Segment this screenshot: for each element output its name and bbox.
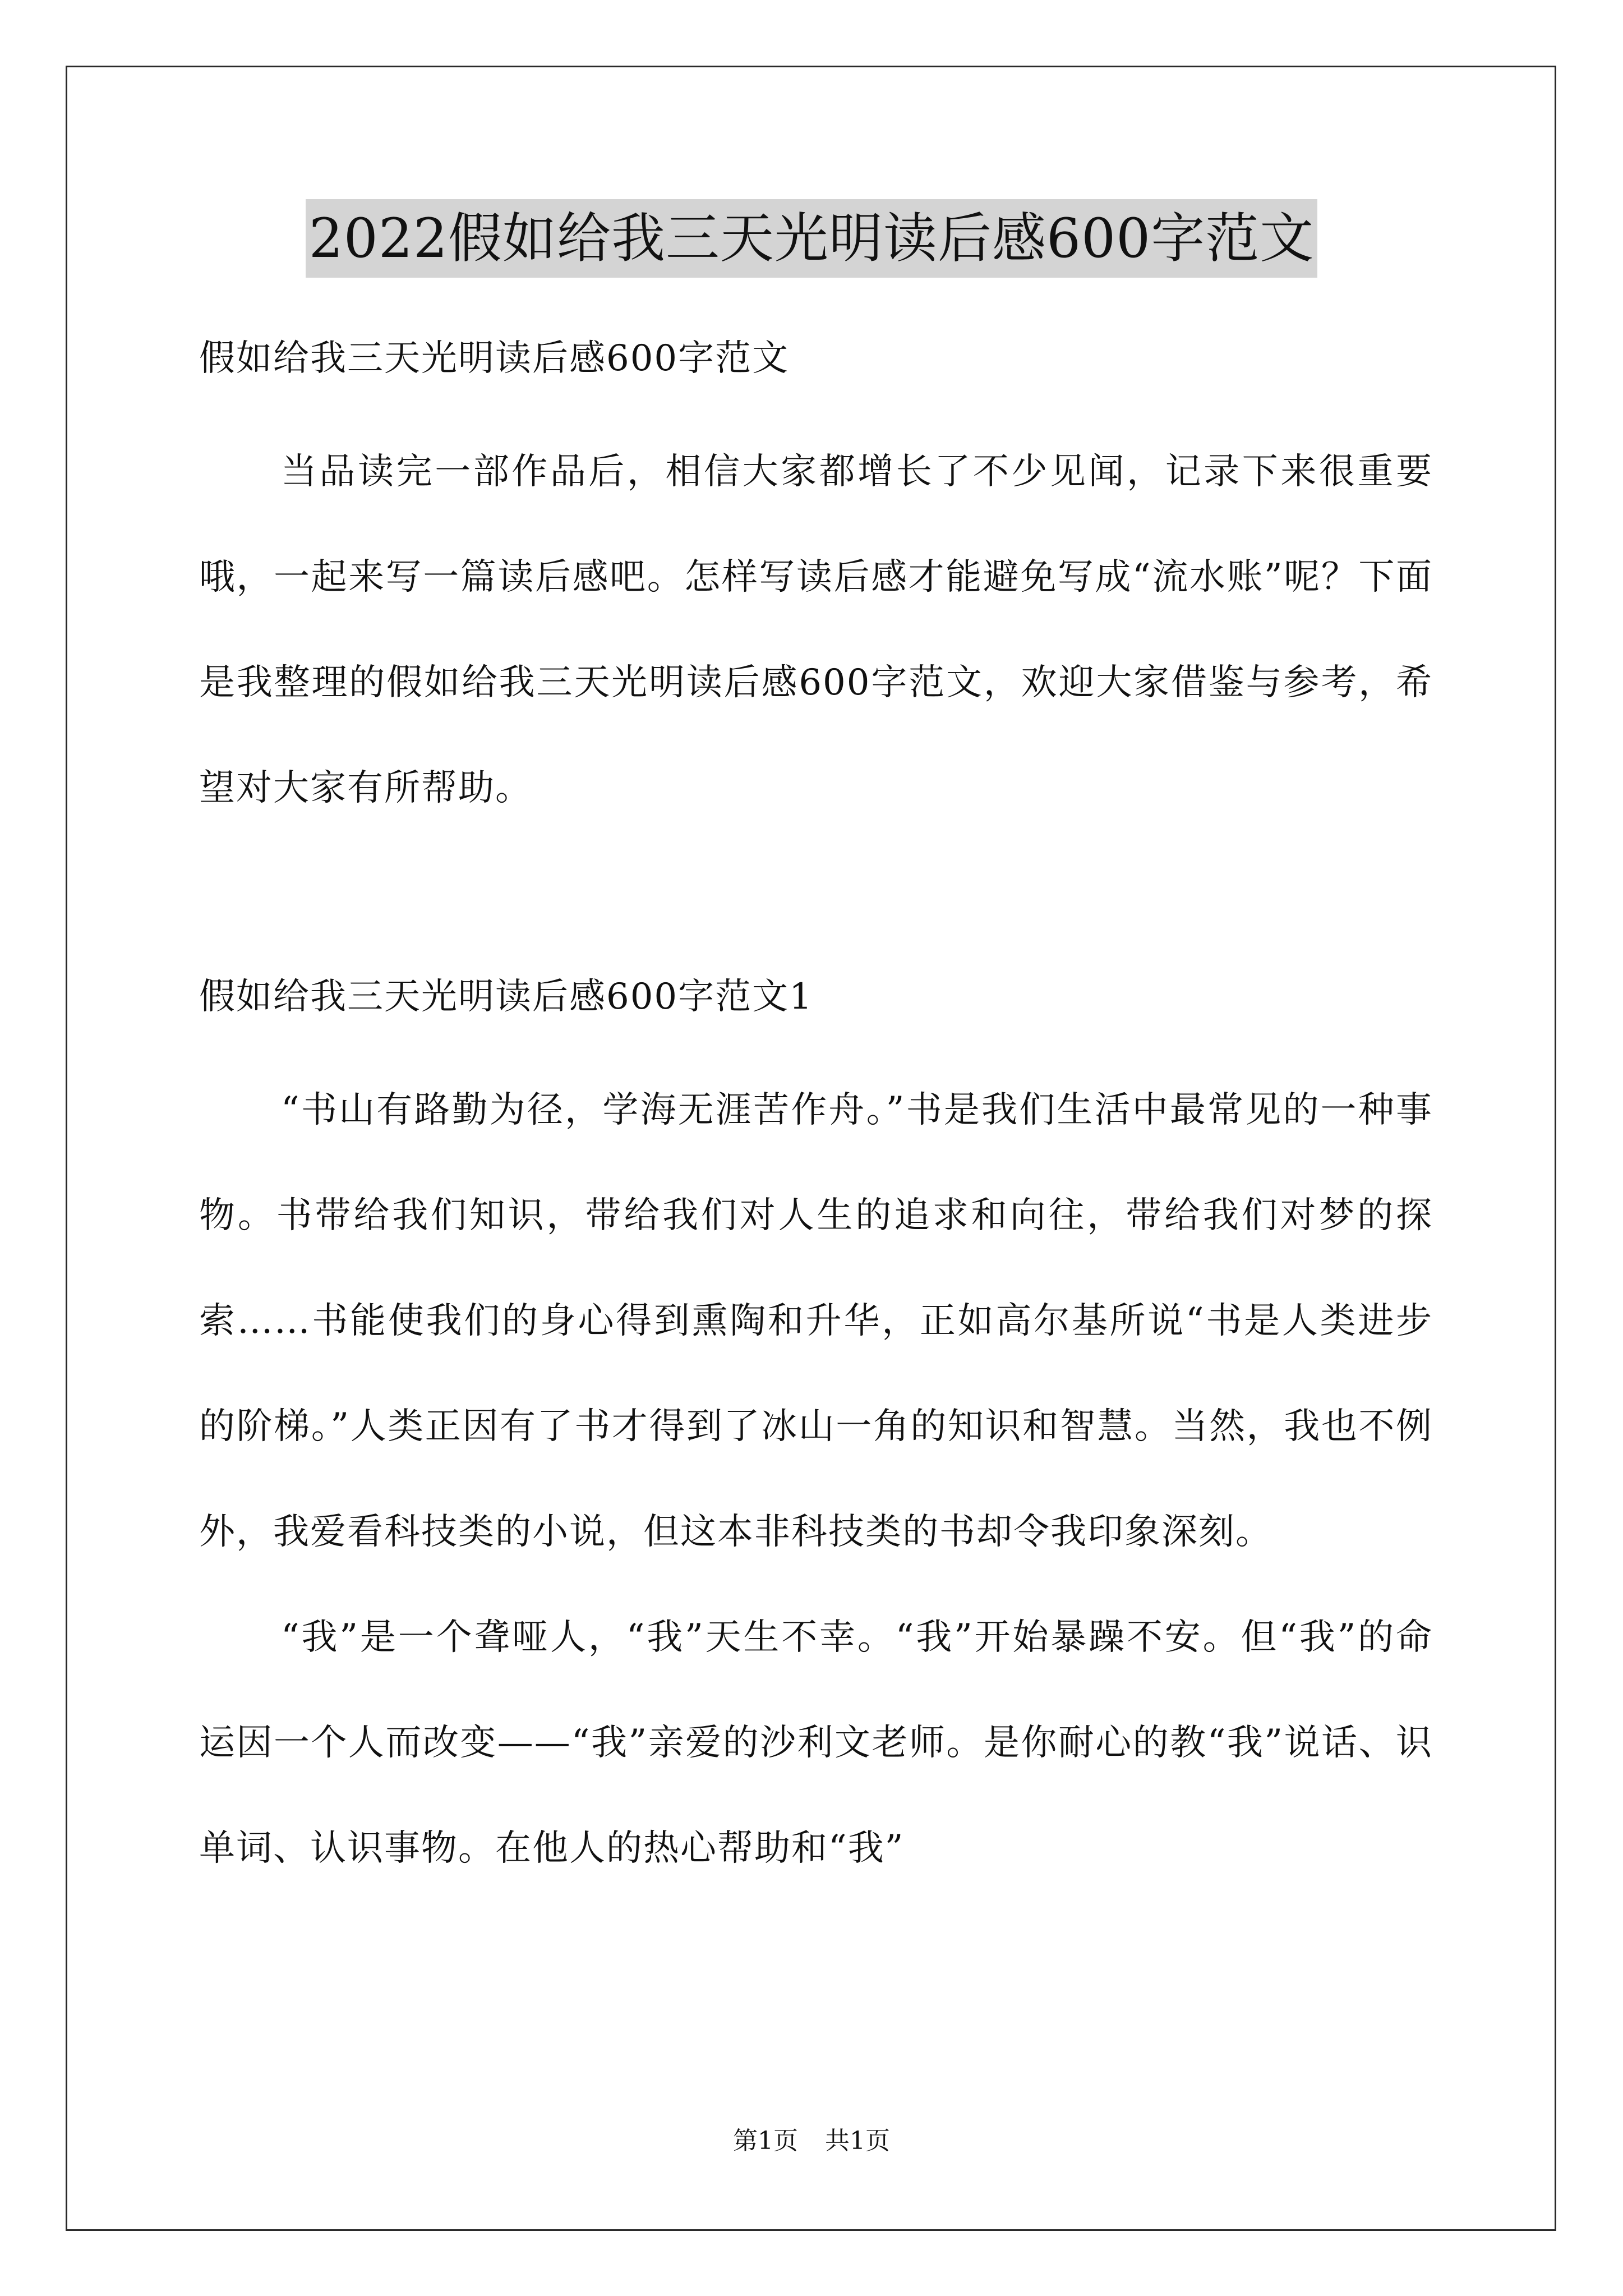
spacer [199, 411, 1433, 419]
document-title: 2022假如给我三天光明读后感600字范文 [306, 199, 1318, 278]
section-heading: 假如给我三天光明读后感600字范文1 [199, 976, 813, 1018]
body-paragraph: “我”是一个聋哑人，“我”天生不幸。“我”开始暴躁不安。但“我”的命运因一个人而改变——“我”亲爱的沙利文老师。是你耐心的教“我”说话、识单词、认识事物。在他人的热心帮助和“我” [199, 1617, 1433, 1869]
page-total: 共1页 [825, 2127, 890, 2155]
document-subtitle: 假如给我三天光明读后感600字范文 [199, 338, 790, 379]
page-footer [0, 2124, 1623, 2158]
page-number: 第1页 [733, 2127, 798, 2155]
spacer [199, 1050, 1433, 1057]
spacer [199, 841, 1433, 944]
body-paragraph: “书山有路勤为径，学海无涯苦作舟。”书是我们生活中最常见的一种事物。书带给我们知识，带给我们对人生的追求和向往，带给我们对梦的探索……书能使我们的身心得到熏陶和升华，正如高尔基所说“书是人类进步的阶梯。”人类正因有了书才得到了冰山一角的知识和智慧。当然，我也不例外，我爱看科技类的小说，但这本非科技类的书却令我印象深刻。 [199, 1089, 1433, 1553]
title-container [0, 199, 1623, 278]
document-body [199, 306, 1433, 1901]
intro-paragraph: 当品读完一部作品后，相信大家都增长了不少见闻，记录下来很重要哦，一起来写一篇读后感吧。怎样写读后感才能避免写成“流水账”呢？下面是我整理的假如给我三天光明读后感600字范文，欢迎大家借鉴与参考，希望对大家有所帮助。 [199, 451, 1433, 809]
